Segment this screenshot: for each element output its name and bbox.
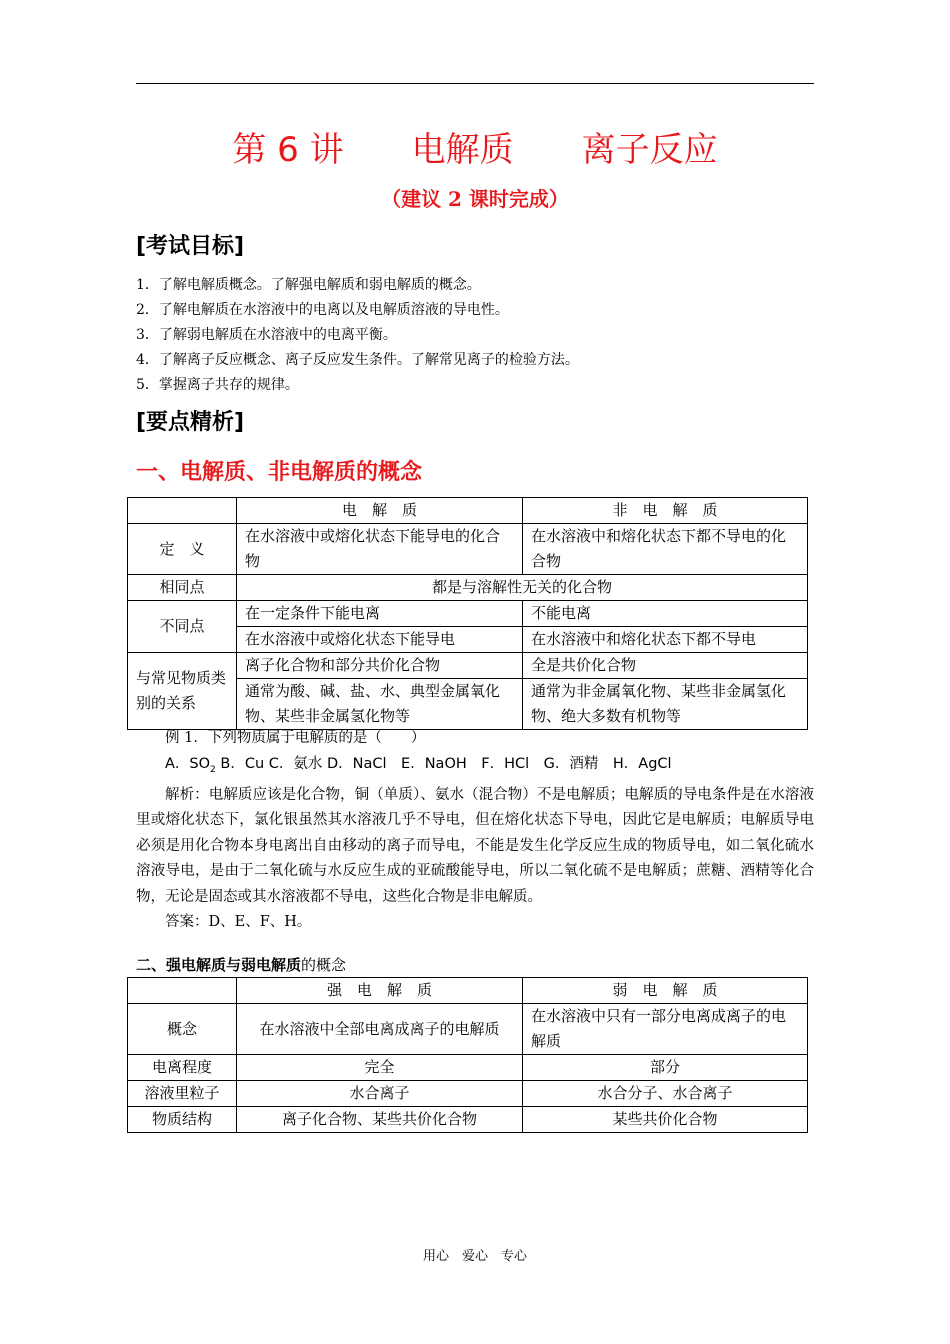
- table-row: [128, 601, 808, 627]
- table-cell: 离子化合物、某些共价化合物: [237, 1107, 523, 1133]
- table-row: [128, 575, 808, 601]
- example-analysis: 解析：电解质应该是化合物，铜（单质）、氨水（混合物）不是电解质；电解质的导电条件是在水溶液里或熔化状态下，氯化银虽然其水溶液几乎不导电，但在熔化状态下导电，因此它是电解质；电解质导电必须是用化合物本身电离出自由移动的离子而导电，不能是发生化学反应生成的物质导电，如二氧化硫水溶液导电，是由于二氧化硫与水反应生成的亚硫酸能导电，所以二氧化硫不是电解质；蔗糖、酒精等化合物，无论是固态或其水溶液都不导电，这些化合物是非电解质。: [136, 786, 814, 905]
- table-cell: 通常为非金属氧化物、某些非金属氢化物、绝大多数有机物等: [523, 679, 808, 730]
- options-rest: B．Cu C．氨水 D．NaCl E．NaOH F．HCl G．酒精 H．AgCl: [215, 755, 672, 772]
- table-row: [128, 1055, 808, 1081]
- objective-item: 2．了解电解质在水溶液中的电离以及电解质溶液的导电性。: [136, 302, 509, 318]
- section2-heading-bold: 二、强电解质与弱电解质: [136, 956, 302, 974]
- table-cell: 不能电离: [523, 601, 808, 627]
- table-row: [128, 524, 808, 575]
- example-block: [136, 726, 814, 936]
- option-a: A．SO: [165, 755, 211, 772]
- table-row: [128, 498, 808, 524]
- table-cell: 部分: [523, 1055, 808, 1081]
- example-question: 例 1．下列物质属于电解质的是（ ）: [165, 730, 426, 746]
- page-subtitle: （建议 2 课时完成）: [381, 187, 569, 211]
- page-title: 第 6 讲 电解质 离子反应: [232, 130, 718, 170]
- row-label: 概念: [128, 1004, 237, 1055]
- row-label: 溶液里粒子: [128, 1081, 237, 1107]
- table-header: 弱 电 解 质: [523, 978, 808, 1004]
- table-row: [128, 653, 808, 679]
- table-cell: 在水溶液中只有一部分电离成离子的电解质: [523, 1004, 808, 1055]
- table-cell: 离子化合物和部分共价化合物: [237, 653, 523, 679]
- row-label: 与常见物质类别的关系: [128, 653, 237, 730]
- table-cell: 在一定条件下能电离: [237, 601, 523, 627]
- table-row: [128, 1107, 808, 1133]
- example-options: [136, 752, 814, 783]
- table-row: [128, 978, 808, 1004]
- table-row: [128, 1004, 808, 1055]
- table-cell: 通常为酸、碱、盐、水、典型金属氧化物、某些非金属氢化物等: [237, 679, 523, 730]
- page-footer: 用心 爱心 专心: [422, 1249, 527, 1264]
- table-row: [128, 1081, 808, 1107]
- row-label: 物质结构: [128, 1107, 237, 1133]
- table-cell: 完全: [237, 1055, 523, 1081]
- table-cell: 在水溶液中和熔化状态下都不导电: [523, 627, 808, 653]
- objectives-heading: [考试目标]: [136, 234, 245, 259]
- table-cell: 在水溶液中或熔化状态下能导电的化合物: [237, 524, 523, 575]
- section1-heading: 一、电解质、非电解质的概念: [136, 460, 423, 485]
- table-cell: 某些共价化合物: [523, 1107, 808, 1133]
- table-header: 电 解 质: [237, 498, 523, 524]
- objectives-list: [136, 272, 826, 397]
- table-cell: 在水溶液中和熔化状态下都不导电的化合物: [523, 524, 808, 575]
- table-cell: [128, 498, 237, 524]
- objective-item: 3．了解弱电解质在水溶液中的电离平衡。: [136, 327, 397, 343]
- option-a-subscript: 2: [210, 764, 216, 775]
- row-label: 相同点: [128, 575, 237, 601]
- table-cell: 水合离子: [237, 1081, 523, 1107]
- row-label: 电离程度: [128, 1055, 237, 1081]
- table-cell: 水合分子、水合离子: [523, 1081, 808, 1107]
- table-cell: 在水溶液中全部电离成离子的电解质: [237, 1004, 523, 1055]
- table-cell: 全是共价化合物: [523, 653, 808, 679]
- row-label: 定 义: [128, 524, 237, 575]
- objective-item: 5．掌握离子共存的规律。: [136, 377, 299, 393]
- row-label: 不同点: [128, 601, 237, 653]
- section2-heading: [136, 953, 346, 978]
- table-cell: [128, 978, 237, 1004]
- objective-item: 4．了解离子反应概念、离子反应发生条件。了解常见离子的检验方法。: [136, 352, 579, 368]
- table-cell: 都是与溶解性无关的化合物: [237, 575, 808, 601]
- table-header: 非 电 解 质: [523, 498, 808, 524]
- strong-weak-table: [127, 977, 808, 1133]
- table-header: 强 电 解 质: [237, 978, 523, 1004]
- keypoints-heading: [要点精析]: [136, 410, 245, 435]
- electrolyte-table: [127, 497, 808, 730]
- section2-heading-rest: 的概念: [301, 956, 347, 974]
- table-cell: 在水溶液中或熔化状态下能导电: [237, 627, 523, 653]
- example-answer: 答案：D、E、F、H。: [165, 914, 312, 931]
- objective-item: 1．了解电解质概念。了解强电解质和弱电解质的概念。: [136, 277, 481, 293]
- header-rule: [136, 83, 814, 84]
